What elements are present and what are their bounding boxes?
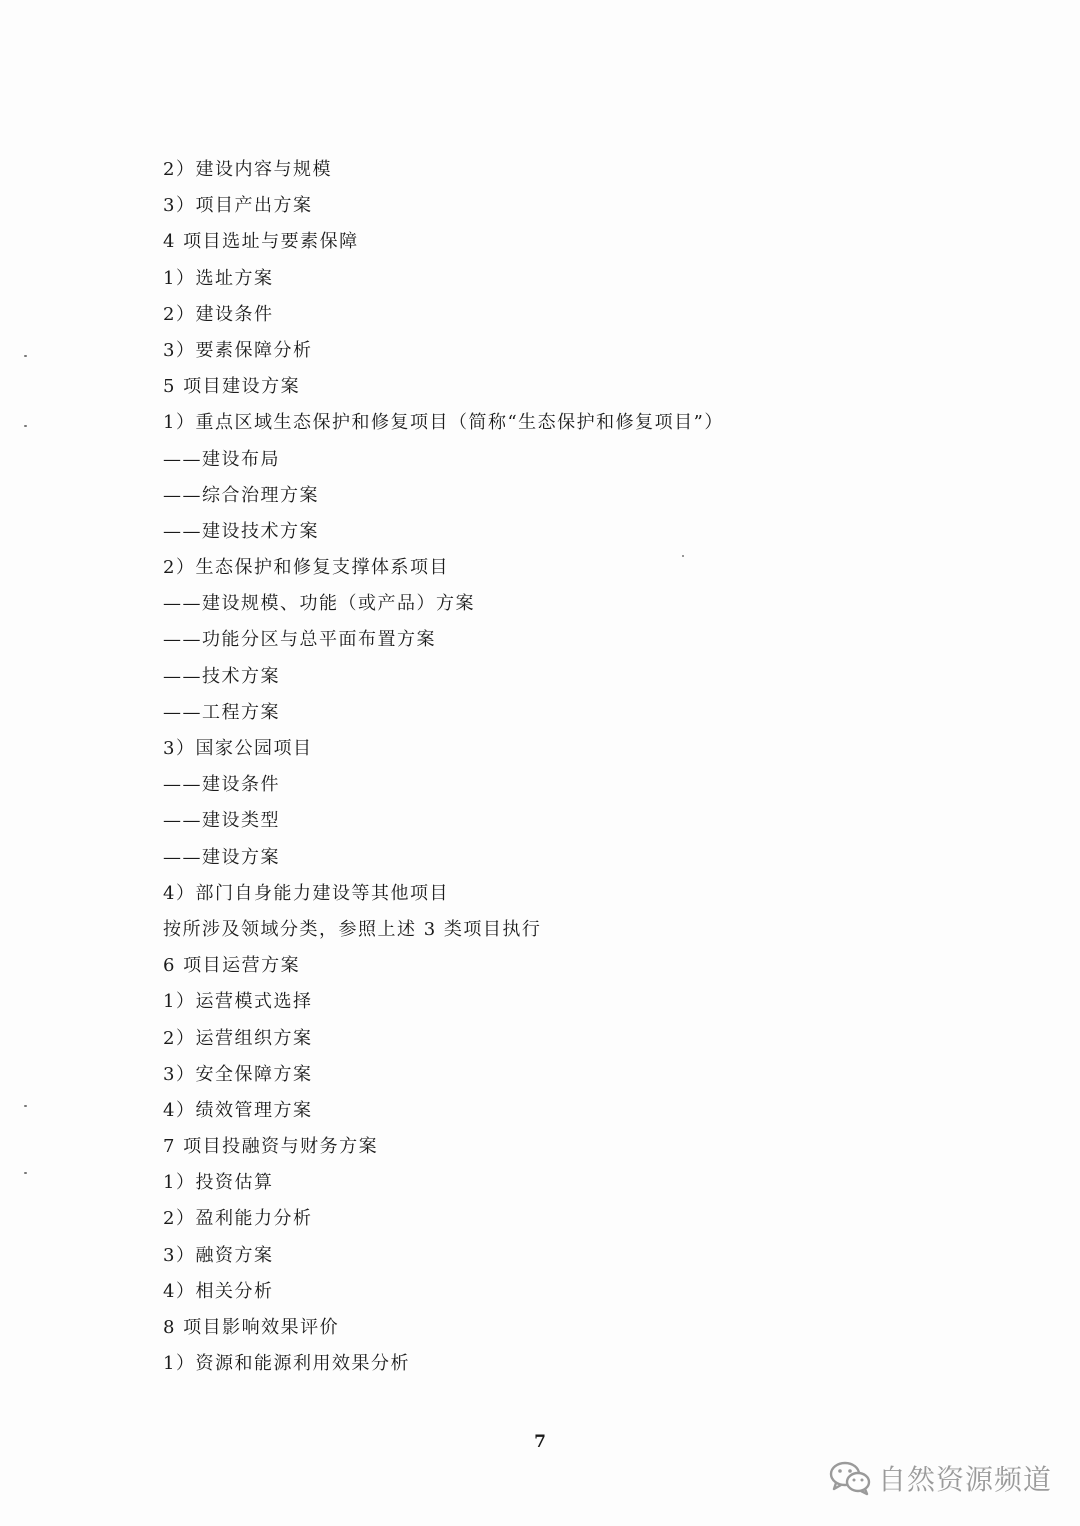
- outline-sub-item: ——建设规模、功能（或产品）方案: [163, 593, 475, 615]
- scan-speck: [24, 425, 27, 427]
- outline-section-heading: 6 项目运营方案: [163, 955, 301, 977]
- scan-speck: [24, 355, 27, 357]
- wechat-icon: [828, 1460, 872, 1496]
- watermark: [828, 1458, 1052, 1498]
- outline-section-heading: 7 项目投融资与财务方案: [163, 1136, 379, 1158]
- outline-sub-item: ——功能分区与总平面布置方案: [163, 629, 436, 651]
- scan-speck: [682, 555, 684, 557]
- outline-section-heading: 8 项目影响效果评价: [163, 1317, 340, 1338]
- outline-section-heading: 4 项目选址与要素保障: [163, 231, 359, 253]
- outline-sub-item: ——技术方案: [163, 665, 280, 687]
- outline-list: [163, 152, 963, 1382]
- outline-sub-item: ——建设条件: [163, 774, 280, 796]
- outline-line: 1）选址方案: [163, 267, 274, 289]
- outline-note: 按所涉及领域分类，参照上述 3 类项目执行: [163, 918, 542, 940]
- outline-line: 1）运营模式选择: [163, 991, 313, 1013]
- outline-line: 4）绩效管理方案: [163, 1099, 313, 1121]
- outline-line: 3）项目产出方案: [163, 195, 313, 217]
- outline-line: 3）融资方案: [163, 1244, 274, 1266]
- outline-line: 2）运营组织方案: [163, 1027, 313, 1049]
- outline-sub-item: ——工程方案: [163, 701, 280, 723]
- page-number: 7: [534, 1432, 546, 1452]
- outline-line: 1）投资估算: [163, 1172, 274, 1194]
- outline-line: 1）资源和能源利用效果分析: [163, 1353, 410, 1375]
- outline-section-heading: 5 项目建设方案: [163, 376, 301, 398]
- outline-line: 2）建设条件: [163, 303, 274, 325]
- outline-sub-item: ——建设技术方案: [163, 520, 319, 542]
- outline-line: 3）要素保障分析: [163, 339, 313, 361]
- scan-speck: [24, 1172, 27, 1174]
- outline-line: 1）重点区域生态保护和修复项目（简称“生态保护和修复项目”）: [163, 412, 724, 434]
- outline-sub-item: ——建设方案: [163, 846, 280, 868]
- outline-line: 2）建设内容与规模: [163, 159, 332, 180]
- outline-line: 2）生态保护和修复支撑体系项目: [163, 557, 449, 579]
- outline-line: 3）国家公园项目: [163, 738, 313, 759]
- outline-sub-item: ——综合治理方案: [163, 484, 319, 506]
- outline-sub-item: ——建设类型: [163, 810, 280, 832]
- watermark-text: 自然资源频道: [877, 1463, 1052, 1496]
- outline-line: 2）盈利能力分析: [163, 1208, 313, 1230]
- outline-line: 4）部门自身能力建设等其他项目: [163, 882, 449, 904]
- outline-sub-item: ——建设布局: [163, 448, 280, 470]
- outline-line: 4）相关分析: [163, 1280, 274, 1302]
- scan-speck: [24, 1105, 27, 1107]
- outline-line: 3）安全保障方案: [163, 1063, 313, 1085]
